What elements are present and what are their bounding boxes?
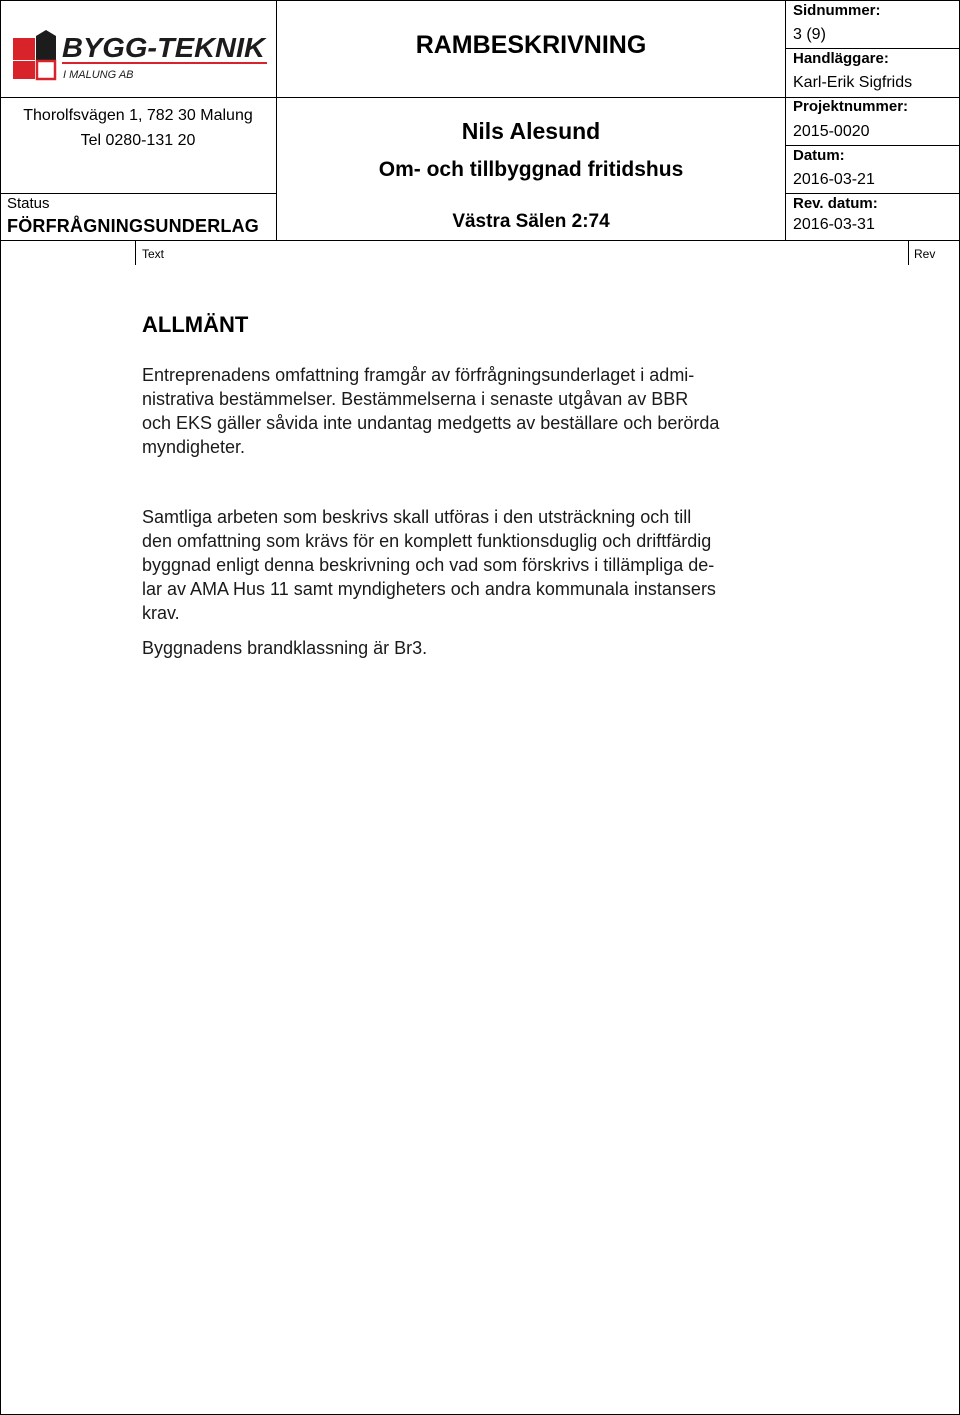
logo-subtext: I MALUNG AB	[63, 69, 134, 81]
handler-value: Karl-Erik Sigfrids	[793, 74, 913, 91]
paragraph-line: och EKS gäller såvida inte undantag medgetts av beställare och berörda	[142, 413, 720, 433]
meta-divider-4	[785, 193, 960, 194]
paragraph-scope	[142, 363, 719, 459]
revision-date-value: 2016-03-31	[793, 216, 875, 233]
paragraph-line: krav.	[142, 603, 180, 623]
paragraph-fire-class: Byggnadens brandklassning är Br3.	[142, 638, 428, 658]
date-label: Datum:	[793, 147, 845, 164]
date-value: 2016-03-21	[793, 171, 875, 188]
paragraph-line: byggnad enligt denna beskrivning och vad som förskrivs i tillämpliga de-	[142, 555, 715, 575]
client-name: Nils Alesund	[461, 118, 601, 144]
rev-column-label: Rev	[914, 247, 936, 261]
paragraph-line: den omfattning som krävs för en komplett funktionsduglig och driftfärdig	[142, 531, 712, 551]
status-label: Status	[7, 195, 50, 212]
handler-label: Handläggare:	[793, 50, 889, 67]
paragraph-line: Entreprenadens omfattning framgår av förfrågningsunderlaget i admi-	[142, 365, 695, 385]
paragraph-line: nistrativa bestämmelser. Bestämmelserna i senaste utgåvan av BBR	[142, 389, 689, 409]
logo-roof-dark	[36, 30, 56, 60]
project-name: Om- och tillbyggnad fritidshus	[378, 158, 684, 181]
text-column-label: Text	[142, 247, 165, 261]
logo-square-red-small	[13, 61, 35, 79]
status-value: FÖRFRÅGNINGSUNDERLAG	[7, 216, 259, 236]
property-designation: Västra Sälen 2:74	[452, 211, 610, 232]
logo-wordmark: BYGG-TEKNIK	[62, 32, 267, 63]
paragraph-line: lar av AMA Hus 11 samt myndigheters och andra kommunala instansers	[142, 579, 716, 599]
company-logo	[11, 30, 273, 86]
paragraph-line: Samtliga arbeten som beskrivs skall utföras i den utsträckning och till	[142, 507, 692, 527]
project-number-label: Projektnummer:	[793, 98, 909, 115]
page-number-label: Sidnummer:	[793, 2, 881, 19]
company-phone: Tel 0280-131 20	[80, 132, 196, 149]
page-number-value: 3 (9)	[793, 26, 826, 43]
header-bottom-rule	[0, 240, 960, 241]
rev-column-tick	[908, 241, 909, 265]
status-divider	[0, 193, 276, 194]
company-divider	[0, 97, 276, 98]
meta-divider-3	[785, 145, 960, 146]
paragraph-line: myndigheter.	[142, 437, 246, 457]
logo-square-red-large	[13, 38, 35, 60]
company-address: Thorolfsvägen 1, 782 30 Malung	[23, 107, 253, 124]
title-divider	[276, 97, 785, 98]
logo-square-outline	[37, 61, 55, 79]
project-number-value: 2015-0020	[793, 123, 870, 140]
meta-divider-1	[785, 48, 960, 49]
document-title: RAMBESKRIVNING	[415, 31, 647, 59]
section-heading: ALLMÄNT	[142, 312, 249, 337]
revision-date-label: Rev. datum:	[793, 195, 878, 212]
paragraph-extent	[142, 505, 716, 625]
text-column-tick	[135, 241, 136, 265]
header-divider-right	[785, 0, 786, 240]
